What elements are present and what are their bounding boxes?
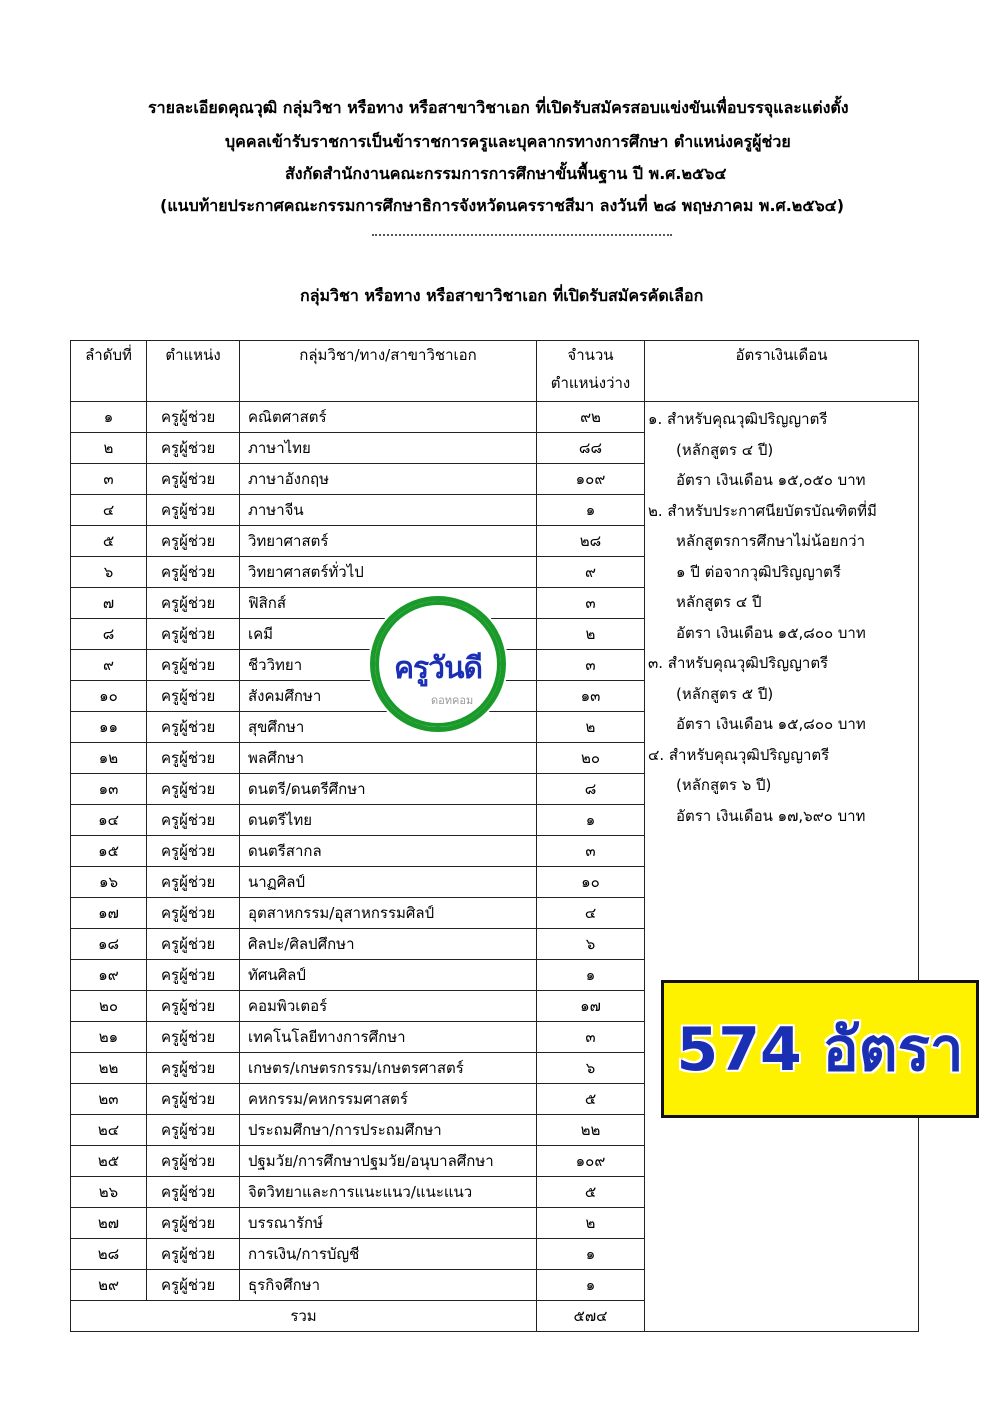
row-subject: ปฐมวัย/การศึกษาปฐมวัย/อนุบาลศึกษา	[240, 1146, 537, 1177]
row-subject: สังคมศึกษา	[240, 681, 537, 712]
total-badge	[661, 980, 979, 1118]
header-line-3: สังกัดสำนักงานคณะกรรมการการศึกษาขั้นพื้นฐาน ปี พ.ศ.๒๕๖๔	[285, 164, 727, 183]
row-position: ครูผู้ช่วย	[147, 1053, 240, 1084]
row-position: ครูผู้ช่วย	[147, 619, 240, 650]
salary-line: หลักสูตรการศึกษาไม่น้อยกว่า	[676, 532, 866, 550]
row-count: ๑	[537, 960, 645, 991]
row-no: ๖	[71, 557, 147, 588]
row-count: ๙๒	[537, 402, 645, 433]
row-position: ครูผู้ช่วย	[147, 1146, 240, 1177]
row-no: ๑๓	[71, 774, 147, 805]
row-count: ๕	[537, 1177, 645, 1208]
row-subject: ภาษาอังกฤษ	[240, 464, 537, 495]
salary-line: ๑. สำหรับคุณวุฒิปริญญาตรี	[648, 410, 828, 428]
watermark-stamp	[370, 596, 506, 732]
row-count: ๘	[537, 774, 645, 805]
row-position: ครูผู้ช่วย	[147, 433, 240, 464]
row-count: ๑	[537, 1270, 645, 1301]
table-header-row	[71, 341, 919, 402]
dotted-divider	[372, 234, 672, 236]
salary-line: (หลักสูตร ๖ ปี)	[676, 776, 772, 794]
row-position: ครูผู้ช่วย	[147, 1115, 240, 1146]
col-header-count-line1: จำนวน	[567, 346, 614, 364]
row-subject: ภาษาจีน	[240, 495, 537, 526]
row-count: ๒๒	[537, 1115, 645, 1146]
row-position: ครูผู้ช่วย	[147, 929, 240, 960]
header-line-1: รายละเอียดคุณวุฒิ กลุ่มวิชา หรือทาง หรือสาขาวิชาเอก ที่เปิดรับสมัครสอบแข่งขันเพื่อบรรจุและแต่งตั้ง	[148, 98, 849, 117]
row-subject: การเงิน/การบัญชี	[240, 1239, 537, 1270]
row-no: ๘	[71, 619, 147, 650]
row-position: ครูผู้ช่วย	[147, 1270, 240, 1301]
stamp-sub-text: ดอทคอม	[431, 694, 474, 707]
row-no: ๒๕	[71, 1146, 147, 1177]
row-position: ครูผู้ช่วย	[147, 681, 240, 712]
row-position: ครูผู้ช่วย	[147, 991, 240, 1022]
row-subject: ชีววิทยา	[240, 650, 537, 681]
row-position: ครูผู้ช่วย	[147, 526, 240, 557]
salary-line: ๑ ปี ต่อจากวุฒิปริญญาตรี	[676, 562, 841, 581]
salary-line: อัตรา เงินเดือน ๑๕,๘๐๐ บาท	[676, 715, 866, 733]
row-subject: ภาษาไทย	[240, 433, 537, 464]
row-count: ๒๐	[537, 743, 645, 774]
row-no: ๑๘	[71, 929, 147, 960]
salary-line: อัตรา เงินเดือน ๑๗,๖๙๐ บาท	[676, 806, 866, 825]
row-count: ๖	[537, 929, 645, 960]
row-position: ครูผู้ช่วย	[147, 588, 240, 619]
col-header-count	[537, 341, 645, 402]
row-no: ๒๓	[71, 1084, 147, 1115]
row-no: ๒	[71, 433, 147, 464]
row-position: ครูผู้ช่วย	[147, 464, 240, 495]
row-subject: สุขศึกษา	[240, 712, 537, 743]
row-subject: ดนตรีสากล	[240, 836, 537, 867]
salary-line: ๔. สำหรับคุณวุฒิปริญญาตรี	[648, 745, 830, 764]
row-count: ๒	[537, 619, 645, 650]
salary-line: (หลักสูตร ๔ ปี)	[676, 440, 774, 459]
row-position: ครูผู้ช่วย	[147, 960, 240, 991]
row-no: ๙	[71, 650, 147, 681]
row-count: ๑	[537, 495, 645, 526]
row-no: ๑๙	[71, 960, 147, 991]
salary-details	[648, 404, 877, 831]
row-count: ๒	[537, 1208, 645, 1239]
row-no: ๑๗	[71, 898, 147, 929]
row-subject: เทคโนโลยีทางการศึกษา	[240, 1022, 537, 1053]
row-no: ๒๗	[71, 1208, 147, 1239]
row-no: ๓	[71, 464, 147, 495]
salary-line: หลักสูตร ๔ ปี	[676, 593, 762, 611]
row-subject: ดนตรีไทย	[240, 805, 537, 836]
row-no: ๒๒	[71, 1053, 147, 1084]
row-count: ๑๐๙	[537, 464, 645, 495]
row-count: ๑	[537, 1239, 645, 1270]
col-header-salary: อัตราเงินเดือน	[645, 341, 919, 402]
row-count: ๒๘	[537, 526, 645, 557]
row-count: ๓	[537, 836, 645, 867]
col-header-position: ตำแหน่ง	[147, 341, 240, 402]
row-count: ๒	[537, 712, 645, 743]
row-count: ๔	[537, 898, 645, 929]
row-count: ๓	[537, 1022, 645, 1053]
row-subject: ศิลปะ/ศิลปศึกษา	[240, 929, 537, 960]
salary-line: อัตรา เงินเดือน ๑๕,๐๕๐ บาท	[676, 471, 866, 489]
total-badge-text: 574 อัตรา	[676, 1014, 964, 1085]
salary-line: ๓. สำหรับคุณวุฒิปริญญาตรี	[648, 654, 829, 672]
row-position: ครูผู้ช่วย	[147, 1239, 240, 1270]
row-count: ๓	[537, 650, 645, 681]
header-line-4: (แนบท้ายประกาศคณะกรรมการศึกษาธิการจังหวัดนครราชสีมา ลงวันที่ ๒๘ พฤษภาคม พ.ศ.๒๕๖๔)	[160, 196, 845, 215]
row-subject: จิตวิทยาและการแนะแนว/แนะแนว	[240, 1177, 537, 1208]
row-no: ๑๑	[71, 712, 147, 743]
row-subject: ทัศนศิลป์	[240, 960, 537, 991]
row-position: ครูผู้ช่วย	[147, 898, 240, 929]
row-position: ครูผู้ช่วย	[147, 557, 240, 588]
salary-line: ๒. สำหรับประกาศนียบัตรบัณฑิตที่มี	[648, 501, 877, 520]
row-subject: ธุรกิจศึกษา	[240, 1270, 537, 1301]
salary-line: อัตรา เงินเดือน ๑๕,๘๐๐ บาท	[676, 623, 866, 642]
row-no: ๒๘	[71, 1239, 147, 1270]
row-subject: คหกรรม/คหกรรมศาสตร์	[240, 1084, 537, 1115]
row-count: ๑	[537, 805, 645, 836]
row-subject: วิทยาศาสตร์	[240, 526, 537, 557]
row-no: ๑๒	[71, 743, 147, 774]
row-count: ๑๐๙	[537, 1146, 645, 1177]
row-count: ๖	[537, 1053, 645, 1084]
col-header-count-line2: ตำแหน่งว่าง	[550, 374, 631, 392]
row-no: ๕	[71, 526, 147, 557]
row-position: ครูผู้ช่วย	[147, 402, 240, 433]
row-position: ครูผู้ช่วย	[147, 774, 240, 805]
row-no: ๑	[71, 402, 147, 433]
row-subject: ประถมศึกษา/การประถมศึกษา	[240, 1115, 537, 1146]
col-header-subject: กลุ่มวิชา/ทาง/สาขาวิชาเอก	[240, 341, 537, 402]
row-position: ครูผู้ช่วย	[147, 495, 240, 526]
row-subject: คณิตศาสตร์	[240, 402, 537, 433]
row-position: ครูผู้ช่วย	[147, 1177, 240, 1208]
row-position: ครูผู้ช่วย	[147, 867, 240, 898]
row-no: ๑๖	[71, 867, 147, 898]
row-position: ครูผู้ช่วย	[147, 1022, 240, 1053]
row-no: ๑๔	[71, 805, 147, 836]
row-position: ครูผู้ช่วย	[147, 650, 240, 681]
col-header-no: ลำดับที่	[71, 341, 147, 402]
row-count: ๑๐	[537, 867, 645, 898]
row-no: ๔	[71, 495, 147, 526]
row-subject: บรรณารักษ์	[240, 1208, 537, 1239]
total-label: รวม	[71, 1301, 537, 1332]
row-subject: นาฏศิลป์	[240, 867, 537, 898]
row-no: ๒๙	[71, 1270, 147, 1301]
row-count: ๘๘	[537, 433, 645, 464]
header-line-2: บุคคลเข้ารับราชการเป็นข้าราชการครูและบุคลากรทางการศึกษา ตำแหน่งครูผู้ช่วย	[225, 132, 791, 151]
row-position: ครูผู้ช่วย	[147, 1208, 240, 1239]
row-subject: วิทยาศาสตร์ทั่วไป	[240, 557, 537, 588]
row-no: ๒๐	[71, 991, 147, 1022]
row-no: ๑๕	[71, 836, 147, 867]
row-count: ๕	[537, 1084, 645, 1115]
row-subject: อุตสาหกรรม/อุสาหกรรมศิลป์	[240, 898, 537, 929]
row-no: ๗	[71, 588, 147, 619]
salary-line: (หลักสูตร ๕ ปี)	[676, 684, 774, 703]
row-count: ๑๗	[537, 991, 645, 1022]
row-position: ครูผู้ช่วย	[147, 712, 240, 743]
stamp-main-text: ครูวันดี	[393, 651, 483, 686]
row-subject: ดนตรี/ดนตรีศึกษา	[240, 774, 537, 805]
row-no: ๒๔	[71, 1115, 147, 1146]
row-no: ๑๐	[71, 681, 147, 712]
row-position: ครูผู้ช่วย	[147, 805, 240, 836]
row-position: ครูผู้ช่วย	[147, 1084, 240, 1115]
row-count: ๑๓	[537, 681, 645, 712]
row-position: ครูผู้ช่วย	[147, 836, 240, 867]
row-count: ๙	[537, 557, 645, 588]
total-value: ๕๗๔	[537, 1301, 645, 1332]
row-subject: พลศึกษา	[240, 743, 537, 774]
row-position: ครูผู้ช่วย	[147, 743, 240, 774]
table-subtitle: กลุ่มวิชา หรือทาง หรือสาขาวิชาเอก ที่เปิดรับสมัครคัดเลือก	[300, 286, 704, 305]
row-subject: เคมี	[240, 619, 537, 650]
row-no: ๒๖	[71, 1177, 147, 1208]
row-subject: คอมพิวเตอร์	[240, 991, 537, 1022]
row-subject: ฟิสิกส์	[240, 588, 537, 619]
row-no: ๒๑	[71, 1022, 147, 1053]
row-count: ๓	[537, 588, 645, 619]
row-subject: เกษตร/เกษตรกรรม/เกษตรศาสตร์	[240, 1053, 537, 1084]
